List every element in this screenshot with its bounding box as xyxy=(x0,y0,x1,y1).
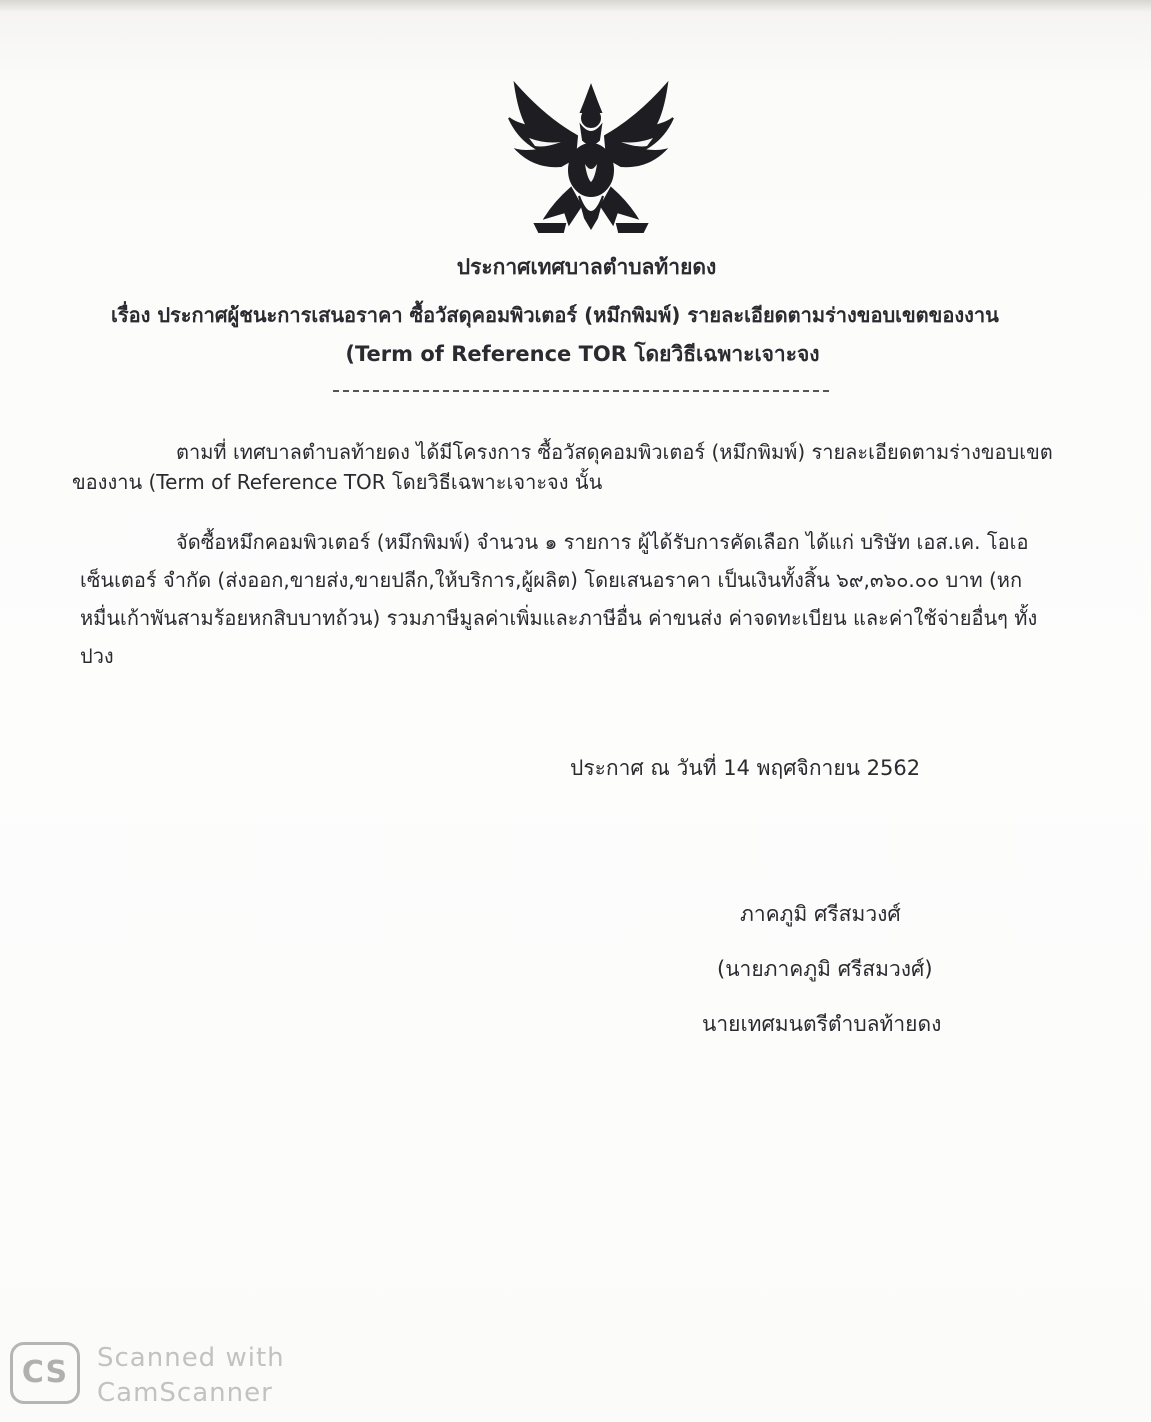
scan-edge-shadow xyxy=(0,0,1151,12)
subject-line: เรื่อง ประกาศผู้ชนะการเสนอราคา ซื้อวัสดุคอมพิวเตอร์ (หมึกพิมพ์) รายละเอียดตามร่างขอบเขตของงาน xyxy=(111,303,999,327)
watermark-line-2: CamScanner xyxy=(97,1378,273,1408)
camscanner-logo-icon: CS xyxy=(10,1342,80,1404)
watermark-line-1: Scanned with xyxy=(97,1343,285,1373)
announcement-date: ประกาศ ณ วันที่ 14 พฤศจิกายน 2562 xyxy=(570,756,921,780)
subject-line-continued: (Term of Reference TOR โดยวิธีเฉพาะเจาะจง xyxy=(345,342,820,366)
body-paragraph-line: จัดซื้อหมึกคอมพิวเตอร์ (หมึกพิมพ์) จำนวน ๑ รายการ ผู้ได้รับการคัดเลือก ได้แก่ บริษัท เอส.เค. โอเอ xyxy=(176,530,1029,554)
body-paragraph-line: เซ็นเตอร์ จำกัด (ส่งออก,ขายส่ง,ขายปลีก,ให้บริการ,ผู้ผลิต) โดยเสนอราคา เป็นเงินทั้งสิ้น ๖๙,๓๖๐.๐๐ บาท (หก xyxy=(80,568,1023,592)
signature-name: ภาคภูมิ ศรีสมวงศ์ xyxy=(740,902,901,926)
body-paragraph-line: ปวง xyxy=(80,644,114,668)
body-paragraph-line: ของงาน (Term of Reference TOR โดยวิธีเฉพาะเจาะจง นั้น xyxy=(72,470,603,494)
body-paragraph-line: ตามที่ เทศบาลตำบลท้ายดง ได้มีโครงการ ซื้อวัสดุคอมพิวเตอร์ (หมึกพิมพ์) รายละเอียดตามร่างขอบเขต xyxy=(176,440,1053,464)
announcement-title: ประกาศเทศบาลตำบลท้ายดง xyxy=(456,255,717,279)
signature-fullname: (นายภาคภูมิ ศรีสมวงศ์) xyxy=(717,957,933,981)
dashed-separator xyxy=(333,390,829,392)
signature-position: นายเทศมนตรีตำบลท้ายดง xyxy=(702,1012,942,1036)
body-paragraph-line: หมื่นเก้าพันสามร้อยหกสิบบาทถ้วน) รวมภาษีมูลค่าเพิ่มและภาษีอื่น ค่าขนส่ง ค่าจดทะเบียน และค่าใช้จ่ายอื่นๆ ทั้ง xyxy=(80,606,1038,630)
garuda-emblem-icon xyxy=(505,78,677,238)
